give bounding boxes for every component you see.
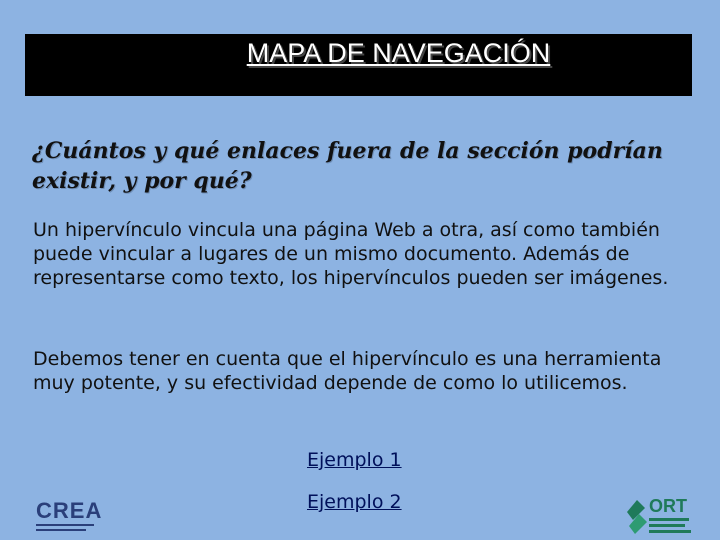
crea-logo-text: CREA [36, 498, 103, 523]
ort-logo-text: ORT [649, 496, 687, 516]
slide-title: MAPA DE NAVEGACIÓN [246, 38, 551, 68]
ejemplo-2-link[interactable]: Ejemplo 2 [307, 491, 402, 513]
paragraph-hyperlink-definition: Un hipervínculo vincula una página Web a otra, así como también puede vincular a lugares de un mismo documento. Además de representarse como texto, los hipervínculos pueden ser imágenes. [33, 219, 669, 289]
title-bar [25, 34, 692, 96]
paragraph-hyperlink-usage: Debemos tener en cuenta que el hipervínculo es una herramienta muy potente, y su efectividad depende de como lo utilicemos. [33, 348, 662, 394]
crea-logo [36, 496, 116, 536]
ejemplo-1-link[interactable]: Ejemplo 1 [307, 449, 402, 471]
ort-logo [625, 492, 693, 538]
question-heading: ¿Cuántos y qué enlaces fuera de la sección podrían existir, y por qué? [32, 138, 663, 194]
